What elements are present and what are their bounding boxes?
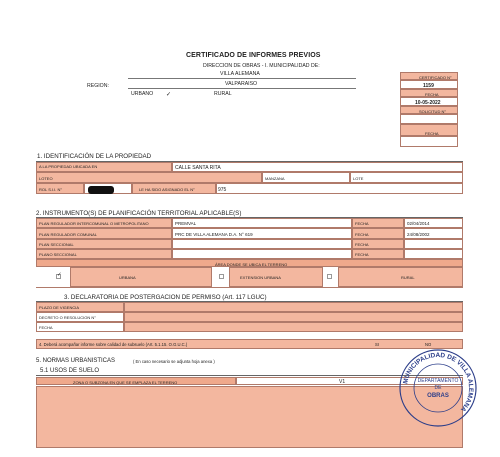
plazo-label: PLAZO DE VIGENCIA [39, 305, 80, 310]
plan-row-fecha-cell [352, 239, 404, 249]
section1-heading: 1. IDENTIFICACIÓN DE LA PROPIEDAD [37, 153, 152, 160]
urbano-check-icon: ✓ [166, 92, 172, 98]
extension-checkbox[interactable] [219, 274, 224, 279]
asignado-value: 975 [218, 187, 227, 193]
fecha3-label: FECHA [39, 325, 53, 330]
plan-row-fecha: FECHA [355, 221, 369, 226]
stamp-inner-text-2: DE [434, 385, 442, 391]
section5-sub: 5.1 USOS DE SUELO [40, 368, 100, 374]
postergacion-table [36, 302, 463, 332]
decreto-label-cell [36, 312, 124, 322]
plan-row-date-cell [404, 228, 463, 239]
certificate-box [400, 72, 458, 150]
cert-number-label: CERTIFICADO N° [419, 74, 452, 80]
plan-row-value-cell [172, 239, 352, 249]
section3-heading: 3. DECLARATORIA DE POSTERGACION DE PERMISO (Art. 117 LGUC) [64, 294, 267, 301]
cert-number-cell [400, 80, 458, 89]
asignado-label-cell [132, 183, 216, 194]
no-label: NO [425, 342, 432, 347]
region-value: VALPARAISO [225, 81, 258, 87]
section2-heading: 2. INSTRUMENTO(S) DE PLANIFICACIÓN TERRITORIAL APLICABLE(S) [36, 210, 242, 217]
rol-label-cell [36, 183, 84, 194]
lote-label: LOTE [353, 176, 364, 181]
plan-row-fecha: FECHA [355, 232, 369, 237]
municipality-value: VILLA ALEMANA [220, 71, 260, 77]
urbana-cell [70, 267, 212, 287]
ubicada-label-cell [36, 162, 172, 172]
plan-row-label: PLANO SECCIONAL [39, 252, 77, 257]
plan-row-label: PLAN REGULADOR COMUNAL [39, 232, 98, 237]
municipal-stamp-icon [398, 348, 478, 428]
region-field [128, 80, 356, 89]
urbana-label: URBANA [119, 275, 136, 280]
fecha-cell [400, 97, 458, 106]
plazo-value-cell [124, 302, 463, 312]
decreto-value-cell [124, 312, 463, 322]
plan-row-label-cell [36, 249, 172, 259]
plan-row-label: PLAN SECCIONAL [39, 242, 74, 247]
fecha2-label-cell [400, 124, 458, 136]
stamp-inner-text-3: OBRAS [427, 393, 449, 399]
plan-row-date-cell [404, 249, 463, 259]
plan-row-date: 02/04/2014 [407, 221, 430, 226]
loteo-label: LOTEO [39, 176, 53, 181]
manzana-label: MANZANA [265, 176, 285, 181]
planning-table [36, 218, 463, 262]
fecha2-label: FECHA [425, 131, 439, 136]
plan-row-label-cell [36, 218, 172, 228]
zona-label-cell [36, 377, 236, 385]
plan-row-date-cell [404, 218, 463, 228]
section5-heading: 5. NORMAS URBANISTICAS [36, 358, 116, 364]
check-icon: ✓ [57, 272, 62, 278]
plan-row-label-cell [36, 239, 172, 249]
redacted-block [88, 186, 114, 194]
plan-row-date-cell [404, 239, 463, 249]
municipality-field [128, 70, 356, 79]
fecha-label-cell [400, 89, 458, 97]
plazo-label-cell [36, 302, 124, 312]
rural-cell [338, 267, 463, 287]
plan-row-fecha-cell [352, 218, 404, 228]
loteo-cell [36, 172, 262, 183]
si-label: SI [375, 342, 379, 347]
rural-checkbox[interactable] [327, 274, 332, 279]
fecha-value: 10-05-2022 [415, 99, 441, 106]
extension-cell [229, 267, 323, 287]
region-label: REGION: [87, 83, 109, 89]
fecha2-cell [400, 136, 458, 147]
solicitud-cell [400, 114, 458, 124]
solicitud-label: SOLICITUD N° [419, 108, 446, 114]
plan-row-label: PLAN REGULADOR INTERCOMUNAL O METROPOLITANO [39, 221, 149, 226]
plan-row-value-cell [172, 218, 352, 228]
solicitud-label-cell [400, 106, 458, 114]
rural-area-label: RURAL [401, 275, 415, 280]
asignado-value-cell [216, 183, 463, 194]
document-title: CERTIFICADO DE INFORMES PREVIOS [186, 52, 321, 59]
fecha3-label-cell [36, 322, 124, 332]
stamp-outer-text: MUNICIPALIDAD DE VILLA ALEMANA [402, 351, 475, 413]
manzana-cell [262, 172, 350, 183]
cert-number-label-cell [400, 72, 458, 80]
plan-row-fecha-cell [352, 228, 404, 239]
area-options-row [36, 267, 463, 288]
zona-value: V1 [339, 379, 346, 385]
plan-row-date: 24/08/2002 [407, 232, 430, 237]
plan-row-fecha: FECHA [355, 252, 369, 257]
rural-label: RURAL [214, 91, 232, 97]
area-label: ÁREA DONDE SE UBICA EL TERRENO [215, 261, 288, 267]
plan-row-value-cell [172, 228, 352, 239]
plan-row-value: PREMVAL [175, 221, 197, 226]
ubicada-value: CALLE SANTA RITA [175, 165, 221, 171]
fecha3-value-cell [124, 322, 463, 332]
fecha-label: FECHA [425, 91, 439, 97]
extension-label: EXTENSION URBANA [240, 275, 281, 280]
plan-row-label-cell [36, 228, 172, 239]
section5-note: ( En caso necesario se adjunta hoja anexa ) [133, 359, 215, 364]
rol-value-cell [84, 183, 132, 194]
plan-row-fecha-cell [352, 249, 404, 259]
asignado-label: LE HA SIDO ASIGNADO EL N° [139, 187, 195, 192]
ubicada-label: A LA PROPIEDAD UBICADA EN [39, 164, 98, 169]
rol-label: ROL S.I.I. N° [39, 187, 63, 192]
lote-cell [350, 172, 463, 183]
plan-row-fecha: FECHA [355, 242, 369, 247]
area-header-cell [36, 259, 463, 267]
subsuelo-text: 4. Deberá acompañar informe sobre calidad de subsuelo (Art. 5.1.15. O.G.U.C.) [39, 342, 188, 347]
stamp-inner-text-1: DEPARTAMENTO [417, 378, 459, 384]
decreto-label: DECRETO O RESOLUCION N° [39, 315, 96, 320]
cert-number: 1159 [423, 82, 434, 89]
urbano-label: URBANO [131, 91, 154, 97]
plan-row-value: PRC DE VILLA ALEMANA D.A. N° 619 [175, 232, 253, 237]
plan-row-value-cell [172, 249, 352, 259]
department-line: DIRECCION DE OBRAS - I. MUNICIPALIDAD DE: [203, 63, 320, 69]
zona-label: ZONA O SUBZONA EN QUE SE EMPLAZA EL TERRENO [73, 379, 178, 385]
ubicada-value-cell [172, 162, 463, 172]
